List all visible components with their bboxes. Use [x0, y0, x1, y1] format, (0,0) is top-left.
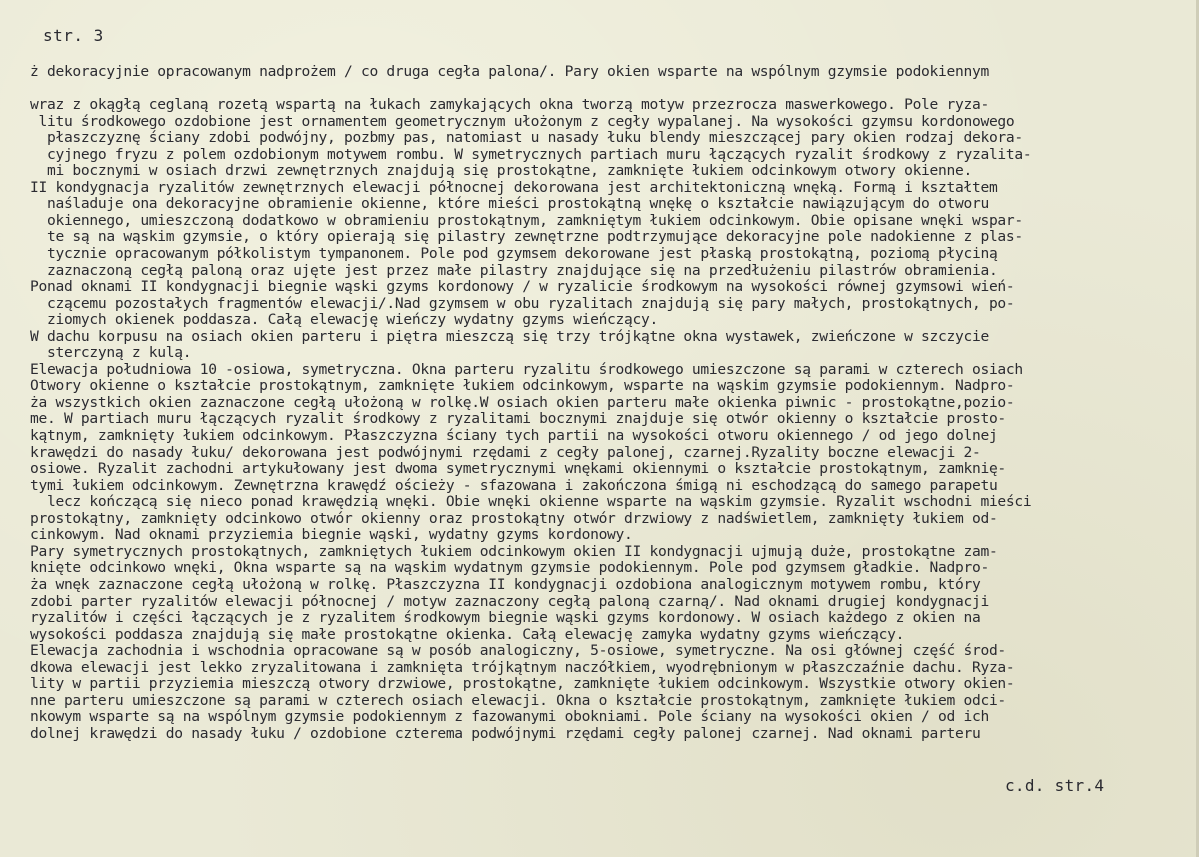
text-line: II kondygnacja ryzalitów zewnętrznych elewacji północnej dekorowana jest architektoniczną wnęką. Formą i kształtem — [30, 178, 998, 196]
text-line: te są na wąskim gzymsie, o który opierają się pilastry zewnętrzne podtrzymujące dekoracyjne pole nadokienne z plas- — [30, 228, 1023, 246]
text-line — [30, 81, 1195, 98]
text-line: Pary symetrycznych prostokątnych, zamkniętych łukiem odcinkowym okien II kondygnacji ujmują duże, prostokątne zam- — [30, 542, 998, 560]
text-line: wysokości poddasza znajdują się małe prostokątne okienka. Całą elewację zamyka wydatny gzyms wieńczący. — [30, 625, 905, 643]
text-line: kątnym, zamknięty łukiem odcinkowym. Płaszczyzna ściany tych partii na wysokości otworu okiennego / od jego dolnej — [30, 427, 998, 445]
text-line: ryzalitów i części łączących je z ryzalitem środkowym biegnie wąski gzyms kordonowy. W osiach każdego z okien na — [30, 609, 981, 627]
text-line: ża wszystkich okien zaznaczone cegłą ułożoną w rolkę.W osiach okien parteru małe okienka piwnic - prostokątne,pozio- — [30, 393, 1015, 411]
text-line: W dachu korpusu na osiach okien parteru i piętra mieszczą się trzy trójkątne okna wystawek, zwieńczone w szczycie — [30, 327, 989, 345]
text-line: dkowa elewacji jest lekko zryzalitowana i zamknięta trójkątnym naczółkiem, wyodrębnionym w płaszczaźnie dachu. Ryza- — [30, 658, 1015, 676]
body-text — [30, 64, 1195, 742]
text-line: ż dekoracyjnie opracowanym nadprożem / co druga cegła palona/. Pary okien wsparte na wspólnym gzymsie podokiennym — [30, 63, 989, 80]
text-line: nkowym wsparte są na wspólnym gzymsie podokiennym z fazowanymi obokniami. Pole ściany na wysokości okien / od ich — [30, 708, 989, 726]
text-line: zaznaczoną cegłą paloną oraz ujęte jest przez małe pilastry znajdujące się na przedłużeniu pilastrów obramienia. — [30, 261, 998, 279]
text-line: ża wnęk zaznaczone cegłą ułożoną w rolkę. Płaszczyzna II kondygnacji ozdobiona analogicznym motywem rombu, który — [30, 575, 981, 593]
text-line: sterczyną z kulą. — [30, 344, 192, 362]
text-line: lity w partii przyziemia mieszczą otwory drzwiowe, prostokątne, zamknięte łukiem odcinkowym. Wszystkie otwory okien- — [30, 675, 1015, 693]
text-line: zdobi parter ryzalitów elewacji północnej / motyw zaznaczony cegłą paloną czarną/. Nad oknami drugiej kondygnacji — [30, 592, 989, 610]
text-line: osiowe. Ryzalit zachodni artykułowany jest dwoma symetrycznymi wnękami okiennymi o kształcie prostokątnym, zamknię- — [30, 460, 1006, 478]
text-line: litu środkowego ozdobione jest ornamentem geometrycznym ułożonym z cegły wypalanej. Na wysokości gzymsu kordonowego — [30, 112, 1015, 130]
text-line: cinkowym. Nad oknami przyziemia biegnie wąski, wydatny gzyms kordonowy. — [30, 526, 633, 544]
text-line: płaszczyznę ściany zdobi podwójny, pozbmy pas, natomiast u nasady łuku blendy mieszczącej pary okien rodzaj dekora- — [30, 129, 1023, 147]
text-line: Ponad oknami II kondygnacji biegnie wąski gzyms kordonowy / w ryzalicie środkowym na wysokości równej gzymsowi wień- — [30, 278, 1015, 296]
text-line: prostokątny, zamknięty odcinkowo otwór okienny oraz prostokątny otwór drzwiowy z nadświetlem, zamknięty łukiem od- — [30, 509, 998, 527]
text-line: dolnej krawędzi do nasady łuku / ozdobione czterema podwójnymi rzędami cegły palonej czarnej. Nad oknami parteru — [30, 724, 981, 742]
text-line: wraz z okągłą ceglaną rozetą wspartą na łukach zamykających okna tworzą motyw przezrocza maswerkowego. Pole ryza- — [30, 96, 989, 114]
text-line: okiennego, umieszczoną dodatkowo w obramieniu prostokątnym, zamkniętym łukiem odcinkowym. Obie opisane wnęki wspar- — [30, 211, 1023, 229]
continuation-note: c.d. str.4 — [1005, 776, 1105, 795]
text-line: czącemu pozostałych fragmentów elewacji/.Nad gzymsem w obu ryzalitach znajdują się pary małych, prostokątnych, po- — [30, 294, 1015, 312]
text-line: knięte odcinkowo wnęki, Okna wsparte są na wąskim wydatnym gzymsie podokiennym. Pole pod gzymsem gładkie. Nadpro- — [30, 559, 989, 577]
text-line: ziomych okienek poddasza. Całą elewację wieńczy wydatny gzyms wieńczący. — [30, 311, 658, 329]
page-number: str. 3 — [43, 26, 104, 45]
text-line: naśladuje ona dekoracyjne obramienie okienne, które mieści prostokątną wnękę o kształcie nawiązującym do otworu — [30, 195, 989, 213]
text-line: lecz kończącą się nieco ponad krawędzią wnęki. Obie wnęki okienne wsparte na wąskim gzymsie. Ryzalit wschodni mieści — [30, 493, 1032, 511]
text-line: tymi łukiem odcinkowym. Zewnętrzna krawędź ościeży - sfazowana i zakończona śmigą ni eschodzącą do samego parapetu — [30, 476, 998, 494]
text-line: tycznie opracowanym półkolistym tympanonem. Pole pod gzymsem dekorowane jest płaską prostokątną, poziomą płyciną — [30, 245, 998, 263]
text-line: nne parteru umieszczone są parami w czterech osiach elewacji. Okna o kształcie prostokątnym, zamknięte łukiem odci- — [30, 691, 1006, 709]
text-line: Elewacja południowa 10 -osiowa, symetryczna. Okna parteru ryzalitu środkowego umieszczone są parami w czterech osiach — [30, 360, 1023, 378]
text-line: Elewacja zachodnia i wschodnia opracowane są w posób analogiczny, 5-osiowe, symetryczne. Na osi głównej część środ- — [30, 642, 1006, 660]
text-line: cyjnego fryzu z polem ozdobionym motywem rombu. W symetrycznych partiach muru łączących ryzalit środkowy z ryzalita- — [30, 145, 1032, 163]
text-line: me. W partiach muru łączących ryzalit środkowy z ryzalitami bocznymi znajduje się otwór okienny o kształcie prosto- — [30, 410, 1006, 428]
text-line: Otwory okienne o kształcie prostokątnym, zamknięte łukiem odcinkowym, wsparte na wąskim gzymsie podokiennym. Nadpro- — [30, 377, 1015, 395]
text-line: krawędzi do nasady łuku/ dekorowana jest podwójnymi rzędami z cegły palonej, czarnej.Ryzality boczne elewacji 2- — [30, 443, 981, 461]
text-line: mi bocznymi w osiach drzwi zewnętrznych znajdują się prostokątne, zamknięte łukiem odcinkowym otwory okienne. — [30, 162, 972, 180]
